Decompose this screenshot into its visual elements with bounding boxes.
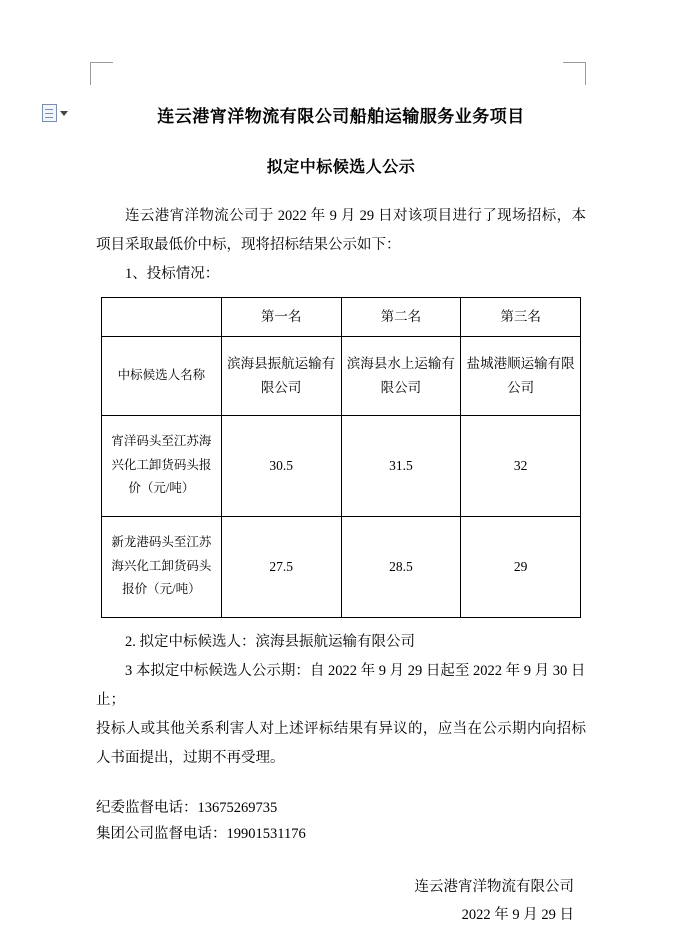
cell-candidate-name-2: 滨海县水上运输有限公司 [341,336,461,415]
section-3-line-2: 投标人或其他关系利害人对上述评标结果有异议的，应当在公示期内向招标人书面提出，过期不再受理。 [96,720,586,766]
signature-date: 2022 年 9 月 29 日 [461,906,574,923]
cell-price-xiaoyang-3: 32 [461,415,581,516]
crop-mark-top-right [563,62,586,85]
document-icon[interactable] [42,104,68,122]
signature-company: 连云港宵洋物流有限公司 [414,879,574,896]
bid-results-table [101,297,581,618]
row-label-candidate-name: 中标候选人名称 [102,336,222,415]
table-header-blank [102,297,222,336]
row-label-price-xiaoyang: 宵洋码头至江苏海兴化工卸货码头报价（元/吨） [102,415,222,516]
cell-candidate-name-3: 盐城港顺运输有限公司 [461,336,581,415]
table-row [102,336,581,415]
page-title: 连云港宵洋物流有限公司船舶运输服务业务项目 [157,107,525,126]
table-header-rank-1: 第一名 [221,297,341,336]
table-row [102,516,581,617]
section-3-line-1: 3 本拟定中标候选人公示期：自 2022 年 9 月 29 日起至 2022 年 9 月 30 日止； [96,662,586,708]
document-body [96,96,586,929]
cell-price-xinlong-3: 29 [461,516,581,617]
supervise-phones [96,795,586,849]
cell-price-xinlong-2: 28.5 [341,516,461,617]
chevron-down-icon[interactable] [60,111,68,116]
signature-block [96,874,586,929]
section-1-label: 1、投标情况： [125,265,220,282]
cell-candidate-name-1: 滨海县振航运输有限公司 [221,336,341,415]
supervise-phone-discipline: 纪委监督电话：13675269735 [96,799,278,816]
table-header-row [102,297,581,336]
crop-mark-top-left [90,62,113,85]
document-sheet-icon [42,104,57,122]
table-row [102,415,581,516]
table-header-rank-2: 第二名 [341,297,461,336]
cell-price-xiaoyang-1: 30.5 [221,415,341,516]
cell-price-xiaoyang-2: 31.5 [341,415,461,516]
cell-price-xinlong-1: 27.5 [221,516,341,617]
page-subtitle: 拟定中标候选人公示 [266,158,416,176]
row-label-price-xinlong: 新龙港码头至江苏海兴化工卸货码头报价（元/吨） [102,516,222,617]
intro-paragraph: 连云港宵洋物流公司于 2022 年 9 月 29 日对该项目进行了现场招标，本项目采取最低价中标，现将招标结果公示如下： [96,207,586,253]
supervise-phone-group: 集团公司监督电话：19901531176 [96,826,306,843]
section-2-text: 2. 拟定中标候选人：滨海县振航运输有限公司 [125,633,415,650]
table-header-rank-3: 第三名 [461,297,581,336]
